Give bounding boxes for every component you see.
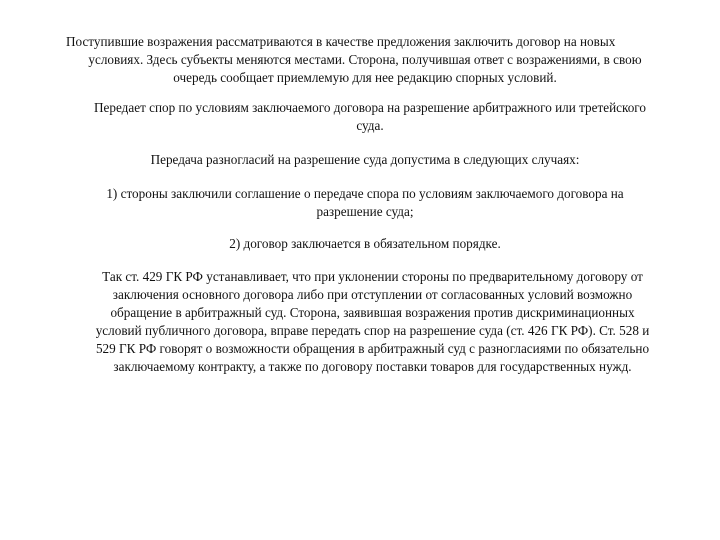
paragraph-cases-intro	[60, 151, 670, 169]
text-line: обращение в арбитражный суд. Сторона, заявившая возражения против дискриминационных	[110, 305, 635, 320]
text-line: очередь сообщает приемлемую для нее редакцию спорных условий.	[173, 70, 557, 85]
text-line: Так ст. 429 ГК РФ устанавливает, что при уклонении стороны по предварительному договору от	[102, 269, 643, 284]
text-line: 1) стороны заключили соглашение о передаче спора по условиям заключаемого договора на	[106, 186, 624, 201]
text-line: заключаемому контракту, а также по договору поставки товаров для государственных нужд.	[113, 359, 632, 374]
paragraph-counter-proposal	[60, 33, 670, 87]
text-line: 529 ГК РФ говорят о возможности обращения в арбитражный суд с разногласиями по обязательно	[95, 341, 650, 356]
text-line: Передает спор по условиям заключаемого договора на разрешение арбитражного или третейского	[94, 100, 646, 115]
text-line: разрешение суда;	[316, 204, 414, 219]
paragraph-case-2	[60, 235, 670, 253]
text-line: условий публичного договора, вправе передать спор на разрешение суда (ст. 426 ГК РФ). Ст. 528 и	[95, 323, 650, 338]
text-line: условиях. Здесь субъекты меняются местами. Сторона, получившая ответ с возражениями, в свою	[88, 52, 642, 67]
paragraph-transfer-dispute	[60, 99, 680, 135]
paragraph-case-1	[60, 185, 670, 221]
text-line: 2) договор заключается в обязательном порядке.	[229, 236, 501, 251]
paragraph-civil-code-articles	[60, 268, 685, 376]
text-line: заключения основного договора либо при отступлении от согласованных условий возможно	[112, 287, 633, 302]
text-line: Поступившие возражения рассматриваются в качестве предложения заключить договор на новых	[66, 34, 616, 49]
text-line: Передача разногласий на разрешение суда допустима в следующих случаях:	[150, 152, 580, 167]
text-line: суда.	[356, 118, 384, 133]
